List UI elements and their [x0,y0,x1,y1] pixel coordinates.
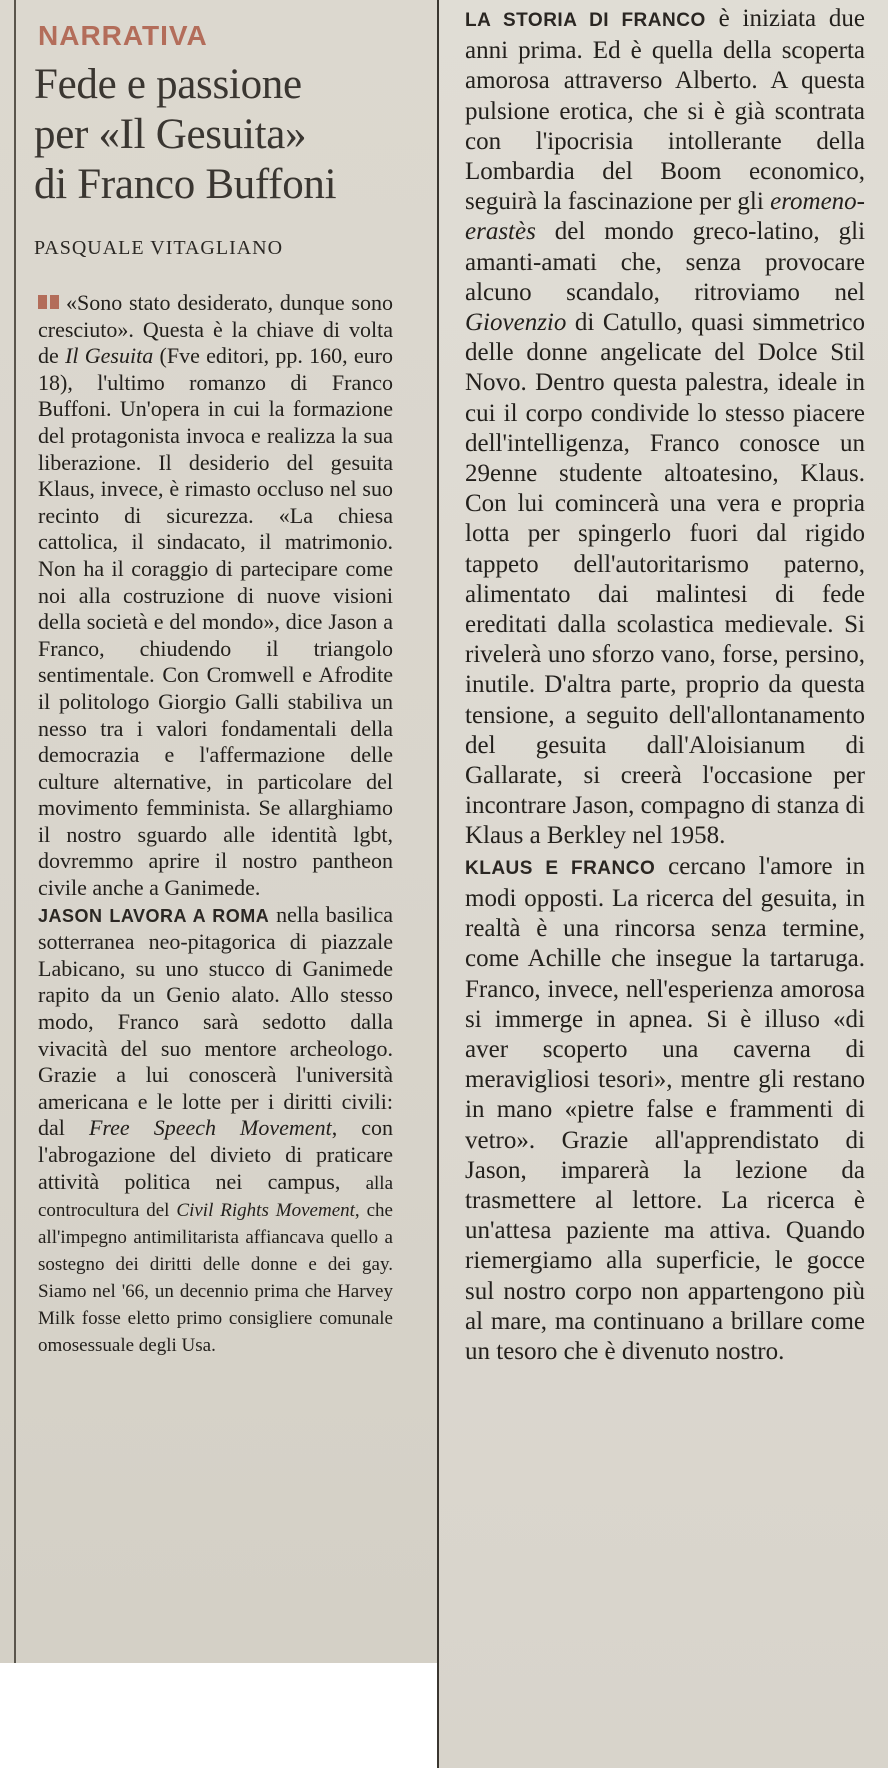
right-p1-rest: di Catullo, quasi simmetrico delle donne angelicate del Dolce Stil Novo. Dentro questa palestra, ideale in cui il corpo condivide lo stesso piacere dell'intelligenza, Franco conosce un 29enne studente altoatesino, Klaus. Con lui comincerà una vera e propria lotta per spingerlo fuori dal rigido tappeto dell'autoritarismo paterno, alimentato dai malintesi di fede ereditati dalla scolastica medievale. Si rivelerà uno sforzo vano, forse, persino, inutile. D'altra parte, proprio da questa tensione, a seguito dell'allontanamento del gesuita dall'Aloisianum di Gallarate, si creerà l'occasione per incontrare Jason, compagno di stanza di Klaus a Berkley nel 1958. [465,309,865,850]
right-p2-lead: KLAUS E FRANCO [465,857,656,879]
section-kicker: NARRATIVA [38,20,208,51]
right-p1-em: eromeno-erastès [465,188,865,246]
paragraph-marker-icon [38,295,60,309]
left-body [38,290,393,1358]
left-p2-text: nella basilica sotterranea neo-pitagorica di piazzale Labicano, su uno stucco di Ganimede rapito da un Genio alato. Allo stesso modo, Franco sarà sedotto dalla vivacità del suo mentore archeologo. Grazie a lui conoscerà l'università americana e le lotte per i diritti civili: dal [38,901,393,1141]
headline-line-3: di Franco Buffoni [34,161,337,208]
headline-line-1: Fede e passione [34,61,302,108]
headline-line-2: per «Il Gesuita» [34,111,307,158]
left-p2-rest: , con l'abrogazione del divieto di praticare attività politica nei campus, [38,1115,394,1194]
right-p1-text: è iniziata due anni prima. Ed è quella della scoperta amorosa attraverso Alberto. A questa pulsione erotica, che si è già scontrata con l'ipocrisia intollerante della Lombardia del Boom economico, seguirà la fascinazione per gli [465,5,865,216]
left-column [0,0,437,1663]
left-p2-small-text: alla controcultura del [38,1172,394,1221]
right-paragraph-2 [465,852,865,1367]
right-p1-em2: Giovenzio [465,309,567,337]
byline: PASQUALE VITAGLIANO [34,237,284,259]
blank-corner [0,1663,437,1768]
left-paragraph-2 [38,902,393,1358]
book-title: Il Gesuita [65,343,154,369]
headline [34,60,434,210]
right-p2-text: cercano l'amore in modi opposti. La ricerca del gesuita, in realtà è una rincorsa senza termine, come Achille che insegue la tartaruga. Franco, invece, nell'esperienza amorosa si immerge in apnea. Si è illuso «di aver scoperto una caverna di meravigliosi tesori», mentre gli restano in mano «pietre false e frammenti di vetro». Grazie all'apprendistato di Jason, imparerà la lezione da trasmettere al lettore. La ricerca è un'attesa paziente ma attiva. Quando riemergiamo alla superficie, le gocce sul nostro corpo non appartengono più al mare, ma continuano a brillare come un tesoro che è divenuto nostro. [465,852,865,1365]
left-p2-small-rest: , che all'impegno antimilitarista affiancava quello a sostegno dei diritti delle donne e dei gay. Siamo nel '66, un decennio prima che Harvey Milk fosse eletto primo consigliere comunale omosessuale degli Usa. [38,1199,393,1356]
right-p1-mid: del mondo greco-latino, gli amanti-amati che, senza provocare alcuno scandalo, ritroviamo nel [465,218,866,306]
left-edge-rule [14,0,16,1663]
left-p2-lead: JASON LAVORA A ROMA [38,905,270,926]
left-paragraph-1 [38,290,393,902]
left-p2-small [38,1173,393,1356]
left-p2-small-em: Civil Rights Movement [176,1199,355,1221]
right-p1-lead: LA STORIA DI FRANCO [465,10,706,31]
left-p2-em: Free Speech Movement [88,1115,332,1141]
left-p1-rest: (Fve editori, pp. 160, euro 18), l'ultimo romanzo di Franco Buffoni. Un'opera in cui la formazione del protagonista invoca e realizza la sua liberazione. Il desiderio del gesuita Klaus, invece, è rimasto occluso nel suo recinto di sicurezza. «La chiesa cattolica, il sindacato, il matrimonio. Non ha il coraggio di partecipare come noi alla costruzione di nuove visioni della società e del mondo», dice Jason a Franco, chiudendo il triangolo sentimentale. Con Cromwell e Afrodite il politologo Giorgio Galli stabiliva un nesso tra i valori fondamentali della democrazia e l'affermazione delle culture alternative, in particolare del movimento femminista. Se allarghiamo il nostro sguardo alle identità lgbt, dovremmo aprire il nostro pantheon civile anche a Ganimede. [38,343,394,901]
left-p1-text: «Sono stato desiderato, dunque sono cresciuto». Questa è la chiave di volta de [38,290,393,369]
right-paragraph-1 [465,4,865,852]
right-body [465,4,865,1367]
